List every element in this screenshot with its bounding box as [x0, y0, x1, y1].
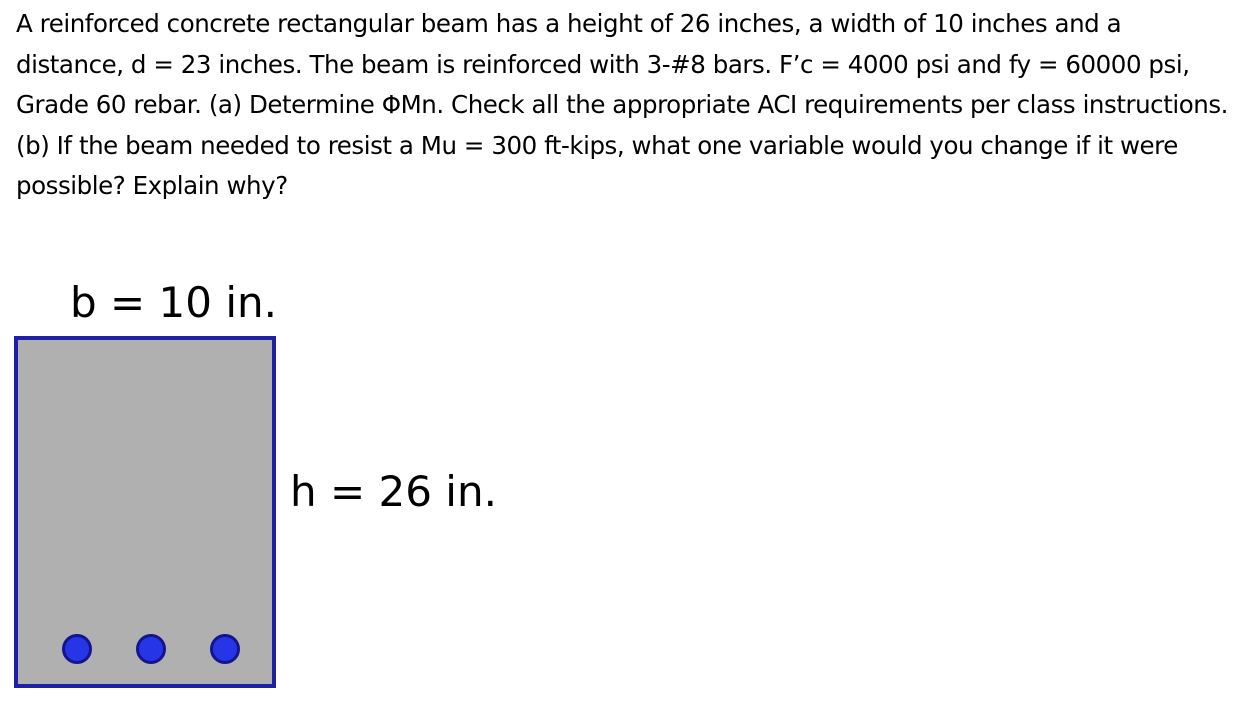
rebar-bar-3 — [210, 634, 240, 664]
rebar-bar-2 — [136, 634, 166, 664]
beam-cross-section — [14, 336, 276, 688]
problem-statement: A reinforced concrete rectangular beam has a height of 26 inches, a width of 10 inches and a distance, d = 23 inches. The beam is reinforced with 3-#8 bars. F’c = 4000 psi and fy = 60000 psi, Grade 60 rebar. (a) Determine ΦMn. Check all the appropriate ACI requirements per class instructions. (b) If the beam needed to resist a Mu = 300 ft-kips, what one variable would you change if it were possible? Explain why? — [16, 9, 1228, 200]
beam-width-label: b = 10 in. — [70, 278, 277, 327]
beam-height-label: h = 26 in. — [290, 467, 497, 516]
rebar-bar-1 — [62, 634, 92, 664]
